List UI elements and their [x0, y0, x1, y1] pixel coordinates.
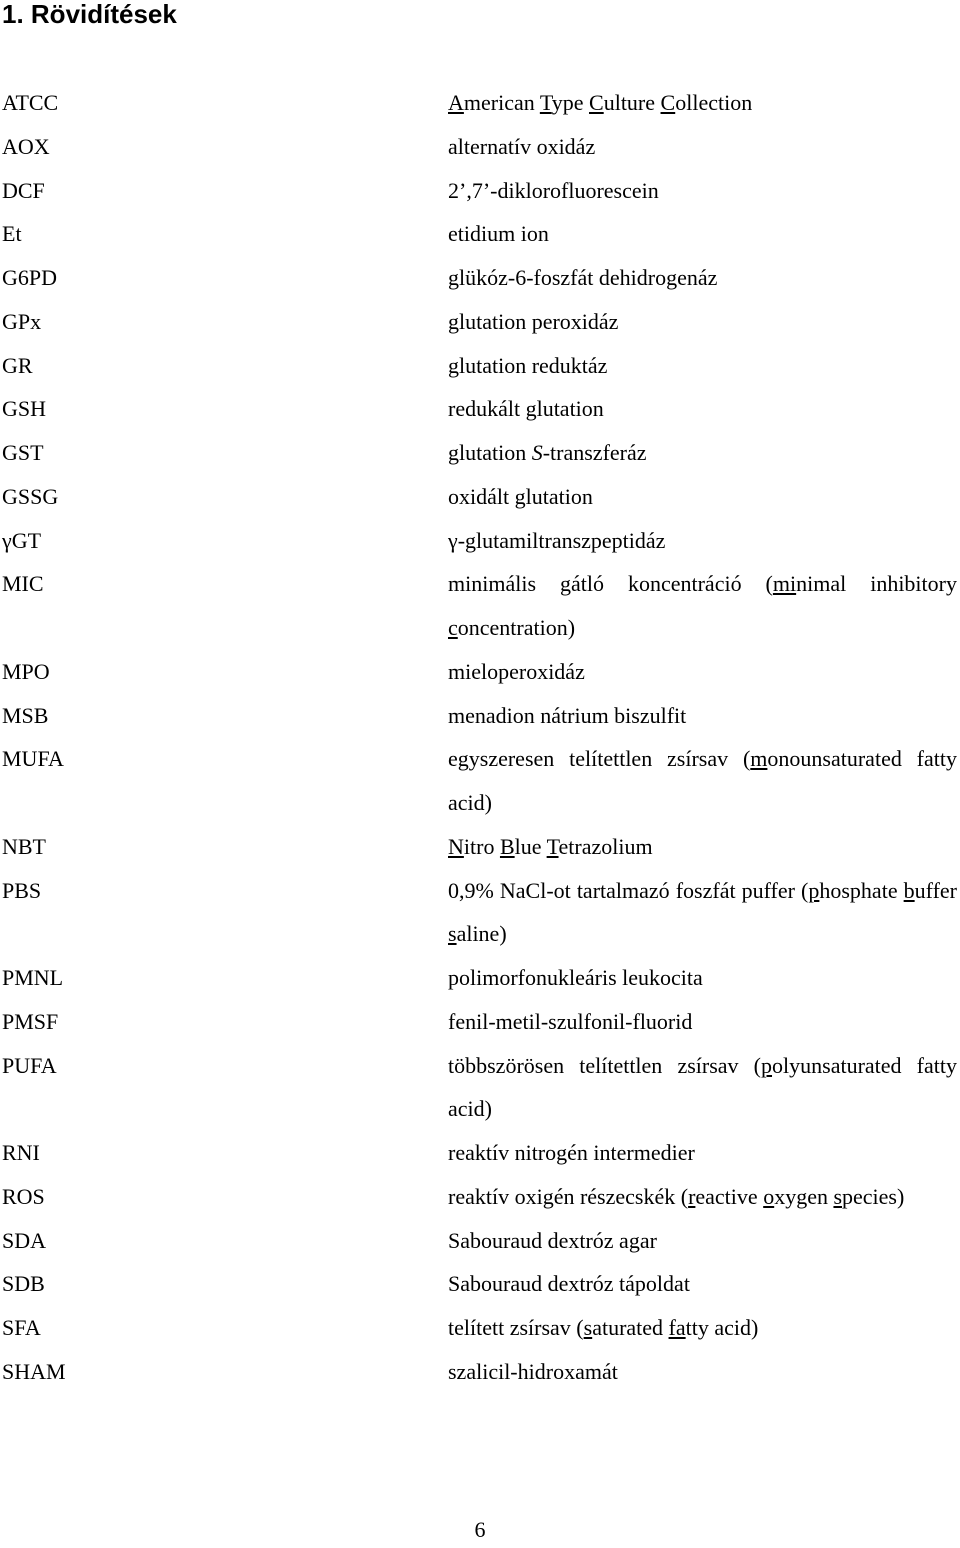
abbreviation: MUFA [2, 746, 64, 772]
definition: American Type Culture Collection [448, 90, 753, 115]
abbreviation: NBT [2, 833, 46, 859]
abbreviation-row [0, 1262, 958, 1306]
abbreviation-row [0, 387, 958, 431]
abbreviation-row [0, 562, 958, 650]
abbreviation: GSH [2, 396, 47, 422]
abbreviation: MSB [2, 702, 49, 728]
abbreviation: G6PD [2, 265, 58, 290]
abbreviation-row [0, 344, 958, 388]
abbreviation: ATCC [2, 90, 59, 115]
definition: 2’,7’-diklorofluorescein [448, 177, 659, 203]
abbreviation: PMSF [2, 1008, 59, 1034]
definition: egyszeresen telítettlen zsírsav (monounsaturated fatty acid) [448, 746, 957, 815]
abbreviation-row [0, 737, 958, 825]
abbreviation-row [0, 1306, 958, 1350]
abbreviation: Et [2, 221, 22, 247]
definition: minimális gátló koncentráció (minimal inhibitory concentration) [448, 571, 957, 640]
definition: polimorfonukleáris leukocita [448, 965, 703, 990]
definition: Nitro Blue Tetrazolium [448, 833, 653, 859]
abbreviation: GST [2, 440, 44, 465]
abbreviation-row [0, 1175, 958, 1219]
abbreviation: γGT [2, 527, 42, 553]
abbreviation: DCF [2, 177, 45, 203]
abbreviation: PBS [2, 877, 42, 903]
definition: többszörösen telítettlen zsírsav (polyunsaturated fatty acid) [448, 1052, 957, 1122]
definition: 0,9% NaCl-ot tartalmazó foszfát puffer (phosphate buffer saline) [448, 877, 957, 947]
abbreviation-row [0, 1131, 958, 1175]
definition: etidium ion [448, 221, 549, 247]
definition: alternatív oxidáz [448, 133, 596, 159]
definition: mieloperoxidáz [448, 658, 585, 684]
abbreviation: SHAM [2, 1358, 66, 1384]
abbreviation: SDA [2, 1227, 47, 1253]
abbreviation-row [0, 869, 958, 957]
abbreviation-row [0, 650, 958, 694]
abbreviation-row [0, 519, 958, 563]
abbreviation-row [0, 1044, 958, 1132]
abbreviation-row [0, 212, 958, 256]
abbreviation: GSSG [2, 483, 59, 509]
abbreviation: MIC [2, 571, 44, 597]
definition: Sabouraud dextróz agar [448, 1227, 657, 1253]
definition: reaktív nitrogén intermedier [448, 1140, 695, 1165]
definition: glükóz-6-foszfát dehidrogenáz [448, 265, 718, 290]
abbreviation-row [0, 694, 958, 738]
abbreviation-row [0, 81, 958, 125]
abbreviation-row [0, 1000, 958, 1044]
definition: oxidált glutation [448, 483, 593, 509]
abbreviation: GPx [2, 308, 42, 334]
definition: glutation S-transzferáz [448, 440, 647, 465]
definition: Sabouraud dextróz tápoldat [448, 1271, 690, 1297]
abbreviation-row [0, 300, 958, 344]
abbreviation: AOX [2, 133, 50, 159]
abbreviation: PUFA [2, 1052, 57, 1078]
abbreviation: MPO [2, 658, 50, 684]
abbreviation: PMNL [2, 965, 64, 990]
abbreviation-row [0, 956, 958, 1000]
definition: reaktív oxigén részecskék (reactive oxygen species) [448, 1183, 905, 1209]
abbreviation: ROS [2, 1183, 45, 1209]
abbreviation-row [0, 431, 958, 475]
section-heading: 1. Rövidítések [2, 0, 177, 29]
abbreviation-row [0, 475, 958, 519]
definition: γ-glutamiltranszpeptidáz [448, 527, 666, 553]
definition: fenil-metil-szulfonil-fluorid [448, 1008, 693, 1034]
abbreviation-list [0, 81, 958, 1394]
definition: telített zsírsav (saturated fatty acid) [448, 1315, 759, 1340]
definition: szalicil-hidroxamát [448, 1358, 618, 1384]
page-number: 6 [474, 1517, 486, 1542]
abbreviation-row [0, 825, 958, 869]
abbreviation-row [0, 1219, 958, 1263]
abbreviation: RNI [2, 1140, 40, 1165]
abbreviation-row [0, 169, 958, 213]
definition: redukált glutation [448, 396, 604, 422]
definition: glutation reduktáz [448, 352, 608, 378]
abbreviation-row [0, 1350, 958, 1394]
abbreviation: GR [2, 352, 33, 378]
abbreviation-row [0, 125, 958, 169]
definition: menadion nátrium biszulfit [448, 702, 687, 728]
abbreviation-row [0, 256, 958, 300]
abbreviation: SFA [2, 1315, 41, 1340]
abbreviation: SDB [2, 1271, 45, 1297]
definition: glutation peroxidáz [448, 308, 619, 334]
